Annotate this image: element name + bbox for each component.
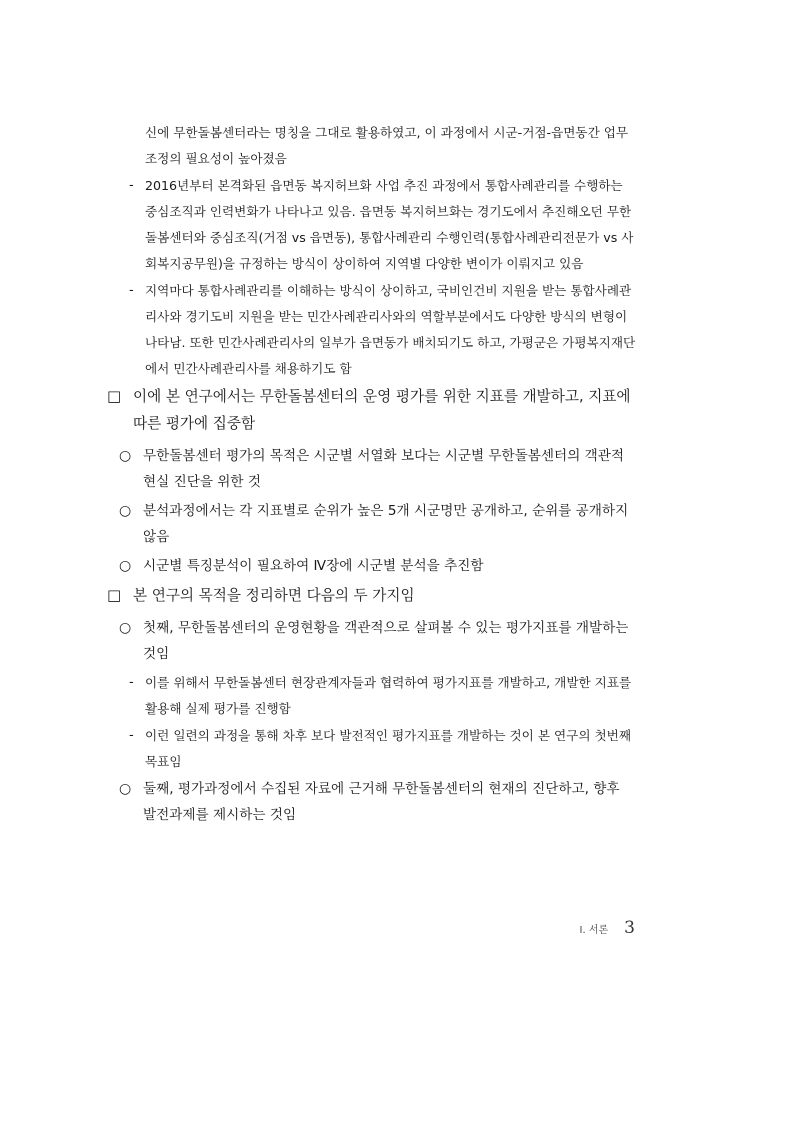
footer-section-title: Ⅰ. 서론 (579, 925, 609, 936)
continuation-paragraph (0, 120, 793, 172)
square-bullet-item (0, 383, 793, 437)
circle-bullet-item (0, 615, 793, 667)
item-text: 둘째, 평가과정에서 수집된 자료에 근거해 무한돌봄센터의 현재의 진단하고, 향후 발전과제를 제시하는 것임 (143, 781, 620, 823)
dash-bullet-icon: - (129, 178, 134, 193)
square-bullet-icon: □ (107, 586, 122, 604)
item-text: 무한돌봄센터 평가의 목적은 시군별 서열화 보다는 시군별 무한돌봄센터의 객관적 현실 진단을 위한 것 (143, 448, 625, 490)
circle-bullet-icon: ○ (119, 448, 132, 464)
dash-bullet-item (0, 723, 793, 775)
circle-bullet-item (0, 498, 793, 550)
dash-bullet-icon: - (129, 675, 134, 690)
circle-bullet-item (0, 776, 793, 828)
circle-bullet-icon: ○ (119, 558, 132, 574)
item-text: 시군별 특징분석이 필요하여 Ⅳ장에 시군별 분석을 추진함 (143, 558, 484, 574)
dash-bullet-item (0, 173, 793, 277)
circle-bullet-icon: ○ (119, 503, 132, 519)
item-text: 본 연구의 목적을 정리하면 다음의 두 가지임 (133, 587, 415, 604)
circle-bullet-item (0, 443, 793, 495)
circle-bullet-item (0, 553, 793, 579)
square-bullet-icon: □ (107, 387, 122, 405)
item-text: 신에 무한돌봄센터라는 명칭을 그대로 활용하였고, 이 과정에서 시군-거점-읍면동간 업무조정의 필요성이 높아졌음 (145, 125, 629, 166)
item-text: 첫째, 무한돌봄센터의 운영현황을 객관적으로 살펴볼 수 있는 평가지표를 개발하는 것임 (143, 620, 629, 662)
circle-bullet-icon: ○ (119, 620, 132, 636)
dash-bullet-item (0, 670, 793, 722)
item-text: 이에 본 연구에서는 무한돌봄센터의 운영 평가를 위한 지표를 개발하고, 지표에 따른 평가에 집중함 (133, 388, 631, 432)
dash-bullet-icon: - (129, 283, 134, 298)
item-text: 분석과정에서는 각 지표별로 순위가 높은 5개 시군명만 공개하고, 순위를 공개하지 않음 (143, 503, 629, 545)
item-text: 2016년부터 본격화된 읍면동 복지허브화 사업 추진 과정에서 통합사례관리를 수행하는 중심조직과 인력변화가 나타나고 있음. 읍면동 복지허브화는 경기도에서 추진해오던 무한돌봄센터와 중심조직(거점 vs 읍면동), 통합사례관리 수행인력(통합사례관리전문가 vs 사회복지공무원)을 규정하는 방식이 상이하여 지역별 다양한 변이가 이뤄지고 있음 (145, 178, 634, 271)
item-text: 지역마다 통합사례관리를 이해하는 방식이 상이하고, 국비인건비 지원을 받는 통합사례관리사와 경기도비 지원을 받는 민간사례관리사와의 역할부분에서도 다양한 방식의 변형이 나타남. 또한 민간사례관리사의 일부가 읍면동가 배치되기도 하고, 가평군은 가평복지재단에서 민간사례관리사를 채용하기도 함 (145, 283, 636, 376)
page-footer (580, 918, 635, 938)
body-content (0, 120, 793, 831)
item-text: 이런 일련의 과정을 통해 차후 보다 발전적인 평가지표를 개발하는 것이 본 연구의 첫번째 목표임 (145, 728, 631, 769)
dash-bullet-icon: - (129, 728, 134, 743)
square-bullet-item (0, 582, 793, 609)
circle-bullet-icon: ○ (119, 781, 132, 797)
page-number: 3 (624, 918, 635, 938)
item-text: 이를 위해서 무한돌봄센터 현장관계자들과 협력하여 평가지표를 개발하고, 개발한 지표를 활용해 실제 평가를 진행함 (145, 675, 632, 716)
dash-bullet-item (0, 278, 793, 382)
